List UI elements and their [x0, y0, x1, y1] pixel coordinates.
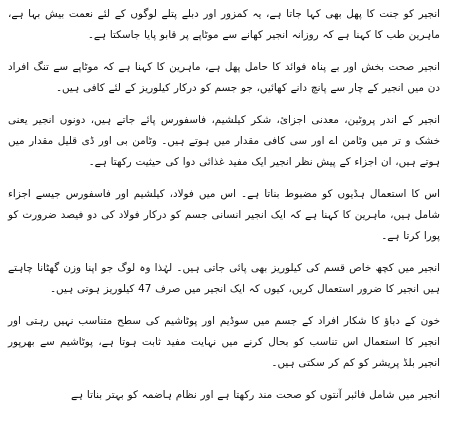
paragraph-figs-nutrients: انجیر کے اندر پروٹین، معدنی اجزائ، شکر کیلشیم، فاسفورس پائے جاتے ہیں، دونوں انجیر یعنی خشک و تر میں وٹامن اے اور سی کافی مقدار میں ہوتے ہیں۔ وٹامن بی اور ڈی قلیل مقدار میں ہوتے ہیں، ان اجزاء کے پیش نظر انجیر ایک مفید غذائی دوا کی حیثیت رکھتا ہے۔	[8, 114, 440, 168]
paragraph-figs-cutoff: انجیر میں شامل فائبر آنتوں کو صحت مند رکھتا ہے اور نظام ہاضمہ کو بہتر بناتا ہے	[70, 389, 440, 401]
paragraph-figs-intro: انجیر کو جنت کا پھل بھی کہا جاتا ہے، یہ کمزور اور دبلے پتلے لوگوں کے لئے نعمت بیش بہا ہے، ماہرین طب کا کہنا ہے کہ روزانہ انجیر کھانے سے موٹاپے پر قابو پایا جاسکتا ہے۔	[8, 8, 440, 41]
paragraph-figs-blood-pressure: خون کے دباؤ کا شکار افراد کے جسم میں سوڈیم اور پوٹاشیم کی سطح متناسب نہیں رہتی اور انجیر کا استعمال اس تناسب کو بحال کرنے میں نہایت مفید ثابت ہوتا ہے، پوٹاشیم سے بھرپور انجیر بلڈ پریشر کو کم کر سکتی ہیں۔	[8, 315, 440, 369]
paragraph-figs-benefits: انجیر صحت بخش اور بے پناہ فوائد کا حامل پھل ہے، ماہرین کا کہنا ہے کہ موٹاپے سے تنگ افراد دن میں انجیر کے چار سے پانچ دانے کھائیں، جو جسم کو درکار کیلوریز کے لئے کافی ہیں۔	[8, 61, 440, 94]
paragraph-figs-calories: انجیر میں کچھ خاص قسم کی کیلوریز بھی پائی جاتی ہیں۔ لہٰذا وہ لوگ جو اپنا وزن گھٹانا چاہتے ہیں انجیر کا ضرور استعمال کریں، کیوں کہ ایک انجیر میں صرف 47 کیلوریز ہوتی ہیں۔	[8, 262, 440, 295]
paragraph-figs-bones: اس کا استعمال ہڈیوں کو مضبوط بناتا ہے۔ اس میں فولاد، کیلشیم اور فاسفورس جیسے اجزاء شامل ہیں، ماہرین کا کہنا ہے کہ ایک انجیر انسانی جسم کو درکار فولاد کی دو فیصد ضرورت کو پورا کرتا ہے۔	[8, 188, 440, 242]
